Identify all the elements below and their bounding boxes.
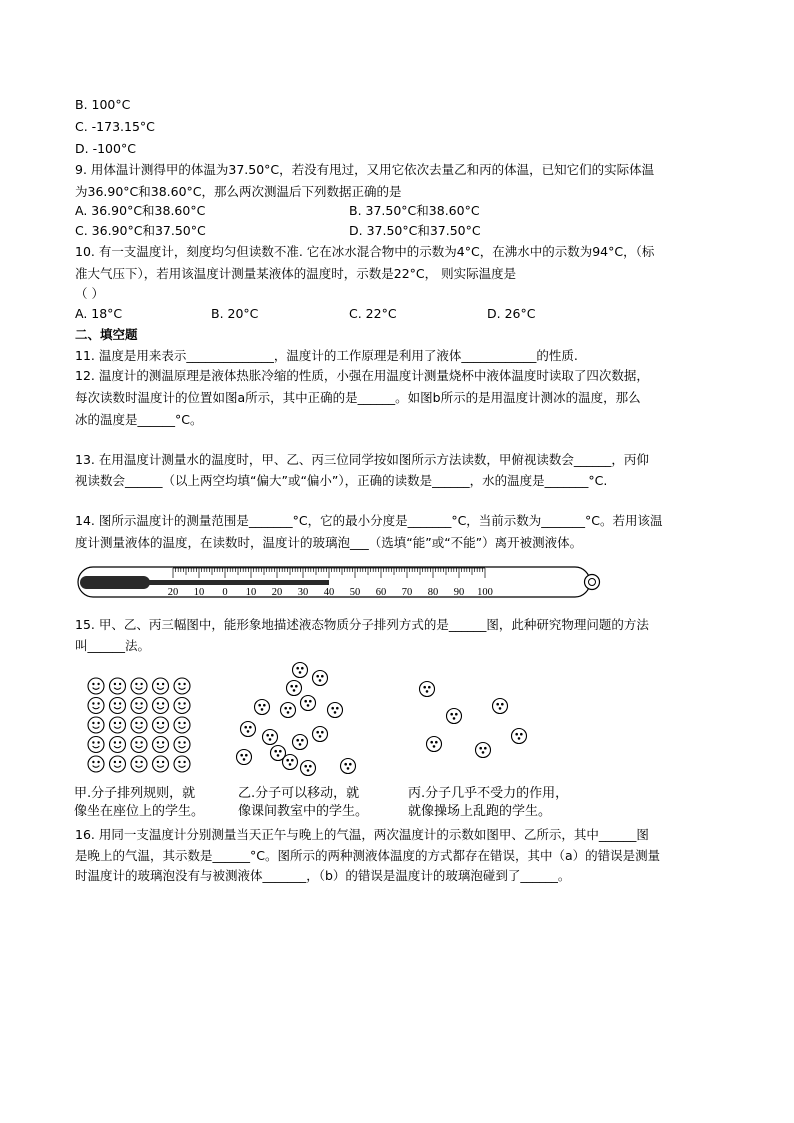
molecule xyxy=(88,678,104,694)
molecule xyxy=(476,743,491,758)
thermometer-tick-label: 10 xyxy=(245,587,257,598)
caption-bing-line-2: 就像操场上乱跑的学生。 xyxy=(408,804,552,819)
molecule xyxy=(110,717,126,733)
molecule xyxy=(131,698,147,714)
q15-line-2: 叫______法。 xyxy=(75,638,151,653)
section-heading: 二、填空题 xyxy=(75,327,138,342)
molecule xyxy=(237,750,252,765)
thermometer-tick-label: 60 xyxy=(375,587,387,598)
molecule xyxy=(420,682,435,697)
molecule xyxy=(131,737,147,753)
q9-option-c: C. 36.90°C和37.50°C xyxy=(75,223,206,238)
caption-bing-line-1: 丙.分子几乎不受力的作用， xyxy=(408,786,569,801)
molecule xyxy=(174,737,190,753)
caption-jia-line-1: 甲.分子排列规则，就 xyxy=(74,786,196,801)
molecule xyxy=(131,678,147,694)
molecule xyxy=(512,729,527,744)
thermometer-tick-label: 100 xyxy=(477,587,493,598)
molecule xyxy=(153,717,169,733)
q10-option-a: A. 18°C xyxy=(75,306,123,321)
option-b: B. 100°C xyxy=(75,97,131,112)
molecule xyxy=(447,709,462,724)
molecule xyxy=(174,717,190,733)
q9-option-a: A. 36.90°C和38.60°C xyxy=(75,203,206,218)
molecule xyxy=(153,678,169,694)
q14-line-1: 14. 图所示温度计的测量范围是_______°C，它的最小分度是_______°C，当前示数为_______°C。若用该温 xyxy=(75,513,663,528)
figure-yi-molecules xyxy=(232,658,362,778)
caption-yi-line-1: 乙.分子可以移动，就 xyxy=(238,786,360,801)
q13-line-2: 视读数会______（以上两空均填“偏大”或“偏小”），正确的读数是______，水的温度是_______°C. xyxy=(75,473,608,488)
thermometer-tick-label: 0 xyxy=(222,587,228,598)
molecule xyxy=(293,663,308,678)
option-c: C. -173.15°C xyxy=(75,119,155,134)
thermometer-liquid-column xyxy=(146,580,329,585)
q16-line-1: 16. 用同一支温度计分别测量当天正午与晚上的气温，两次温度计的示数如图甲、乙所示，其中______图 xyxy=(75,827,649,842)
option-d: D. -100°C xyxy=(75,141,136,156)
molecule xyxy=(174,698,190,714)
q12-line-1: 12. 温度计的测温原理是液体热胀冷缩的性质，小强在用温度计测量烧杯中液体温度时读取了四次数据， xyxy=(75,368,649,383)
thermometer-tick-label: 10 xyxy=(193,587,205,598)
figure-bing-molecules xyxy=(416,678,546,768)
molecule xyxy=(153,756,169,772)
molecule xyxy=(88,698,104,714)
q10-line-2: 准大气压下），若用该温度计测量某液体的温度时，示数是22°C， 则实际温度是 xyxy=(75,266,517,281)
molecule xyxy=(255,700,270,715)
molecule xyxy=(493,699,508,714)
thermometer-tick-label: 20 xyxy=(271,587,283,598)
q11: 11. 温度是用来表示______________，温度计的工作原理是利用了液体____________的性质. xyxy=(75,348,578,363)
molecule xyxy=(131,717,147,733)
molecule xyxy=(110,678,126,694)
molecule xyxy=(110,756,126,772)
thermometer-figure xyxy=(76,564,606,600)
molecule xyxy=(293,735,308,750)
molecule xyxy=(427,737,442,752)
thermometer-tick-label: 70 xyxy=(401,587,413,598)
q12-line-2: 每次读数时温度计的位置如图a所示，其中正确的是______。如图b所示的是用温度计测冰的温度，那么 xyxy=(75,390,641,405)
molecule xyxy=(313,727,328,742)
molecule xyxy=(301,761,316,776)
molecule xyxy=(174,678,190,694)
thermometer-tick-label: 90 xyxy=(453,587,465,598)
figure-jia-molecules xyxy=(86,676,206,786)
molecule xyxy=(281,703,296,718)
molecule xyxy=(110,698,126,714)
molecule xyxy=(287,681,302,696)
molecule xyxy=(341,759,356,774)
q10-line-1: 10. 有一支温度计，刻度均匀但读数不准. 它在冰水混合物中的示数为4°C，在沸水中的示数为94°C，（标 xyxy=(75,244,655,259)
molecule xyxy=(88,717,104,733)
q15-line-1: 15. 甲、乙、丙三幅图中，能形象地描述液态物质分子排列方式的是______图，此种研究物理问题的方法 xyxy=(75,617,649,632)
thermometer-bulb xyxy=(80,576,150,589)
molecule xyxy=(328,703,343,718)
q16-line-2: 是晚上的气温，其示数是______°C。图所示的两种测液体温度的方式都存在错误，其中（a）的错误是测量 xyxy=(75,848,661,863)
q9-line-2: 为36.90°C和38.60°C，那么两次测温后下列数据正确的是 xyxy=(75,184,402,199)
thermometer-tick-label: 80 xyxy=(427,587,439,598)
q13-line-1: 13. 在用温度计测量水的温度时，甲、乙、丙三位同学按如图所示方法读数，甲俯视读数会______，丙仰 xyxy=(75,452,649,467)
q10-option-c: C. 22°C xyxy=(349,306,397,321)
q9-option-d: D. 37.50°C和37.50°C xyxy=(349,223,481,238)
molecule xyxy=(283,755,298,770)
thermometer-tick-label: 40 xyxy=(323,587,335,598)
caption-jia-line-2: 像坐在座位上的学生。 xyxy=(74,804,205,819)
molecule xyxy=(153,698,169,714)
molecule xyxy=(88,737,104,753)
q12-line-3: 冰的温度是______°C。 xyxy=(75,412,203,427)
molecule xyxy=(131,756,147,772)
molecule xyxy=(313,671,328,686)
molecule xyxy=(110,737,126,753)
molecule xyxy=(153,737,169,753)
q14-line-2: 度计测量液体的温度，在读数时，温度计的玻璃泡___（选填“能”或“不能”）离开被测液体。 xyxy=(75,535,583,550)
q10-option-d: D. 26°C xyxy=(487,306,536,321)
thermometer-tick-label: 50 xyxy=(349,587,361,598)
molecule xyxy=(301,696,316,711)
molecule xyxy=(241,722,256,737)
molecule xyxy=(88,756,104,772)
q9-option-b: B. 37.50°C和38.60°C xyxy=(349,203,480,218)
q10-line-3: （ ） xyxy=(75,286,104,301)
q9-line-1: 9. 用体温计测得甲的体温为37.50°C，若没有甩过，又用它依次去量乙和丙的体温，已知它们的实际体温 xyxy=(75,162,655,177)
molecule xyxy=(263,730,278,745)
thermometer-tick-label: 30 xyxy=(297,587,309,598)
q10-option-b: B. 20°C xyxy=(211,306,259,321)
thermometer-tick-label: 20 xyxy=(167,587,179,598)
caption-yi-line-2: 像课间教室中的学生。 xyxy=(238,804,369,819)
q16-line-3: 时温度计的玻璃泡没有与被测液体_______，（b）的错误是温度计的玻璃泡碰到了______。 xyxy=(75,868,571,883)
molecule xyxy=(174,756,190,772)
